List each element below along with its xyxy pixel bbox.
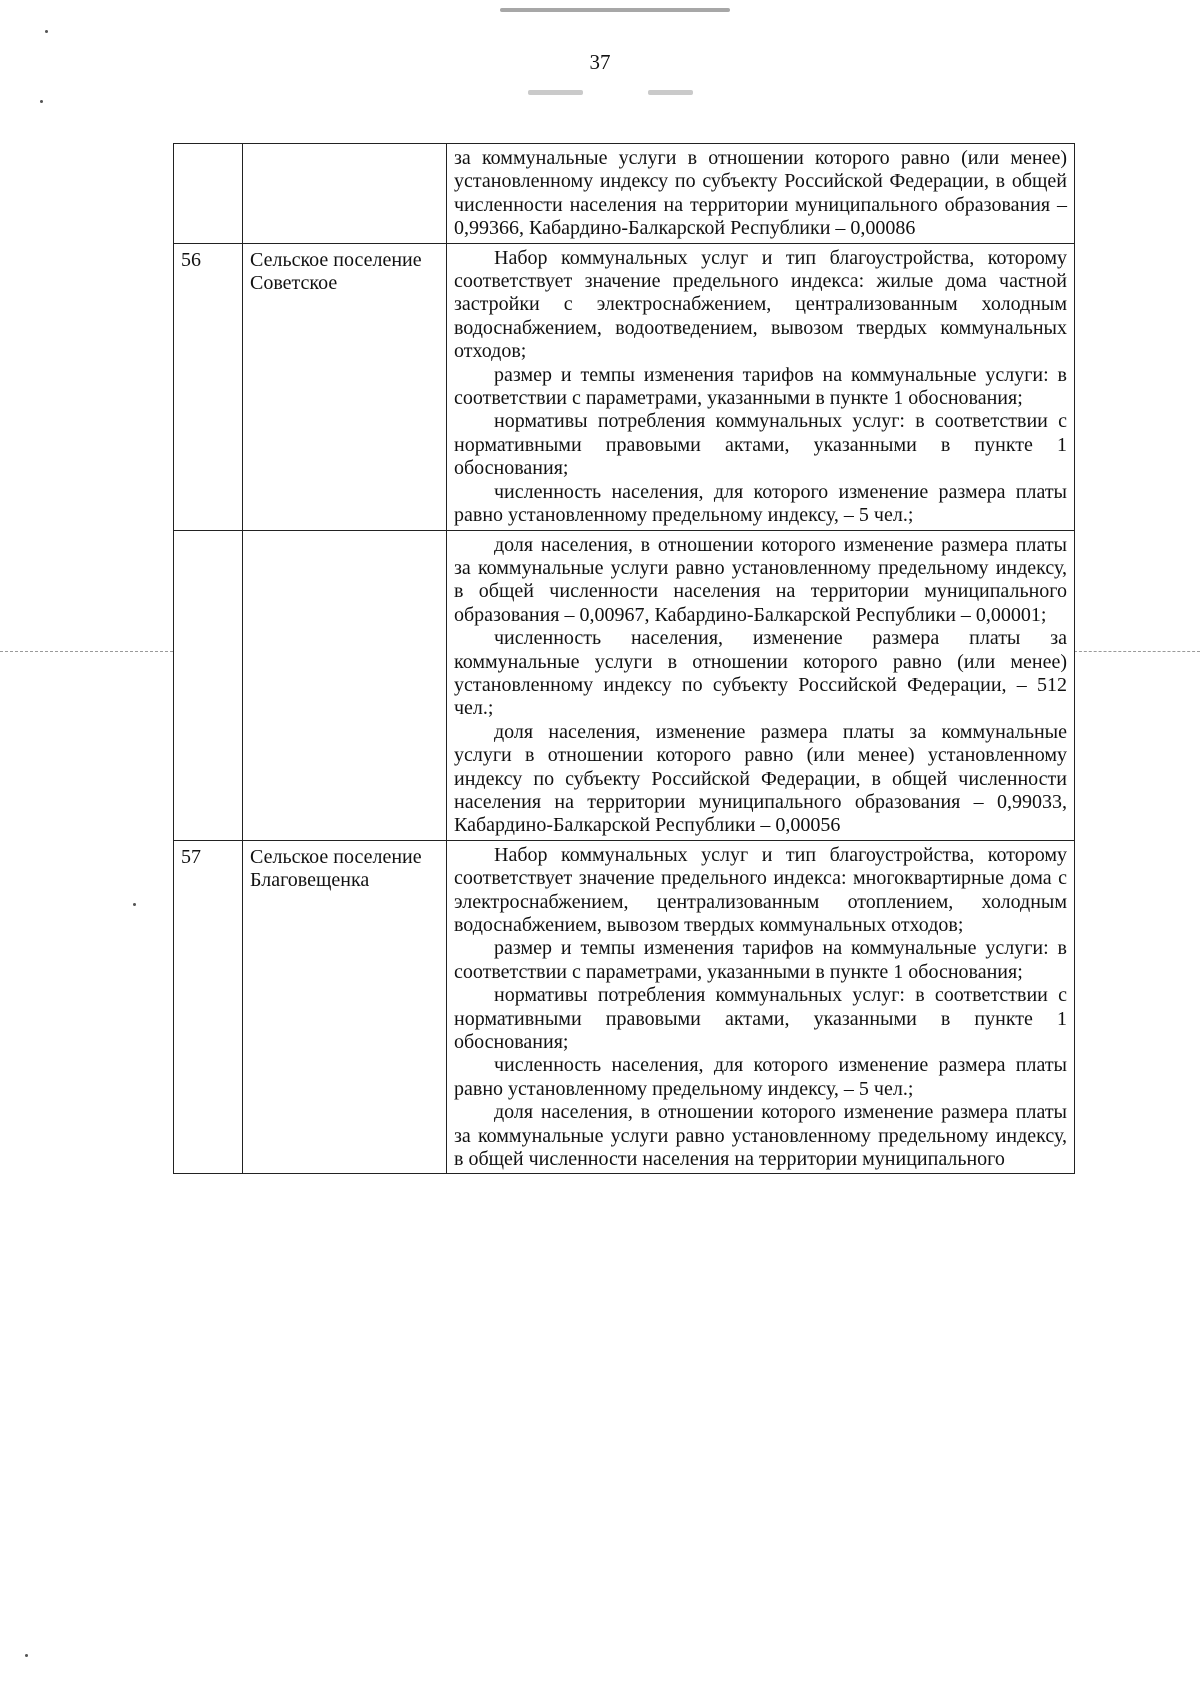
settlement-name-cell xyxy=(243,144,447,244)
table-row xyxy=(174,530,1075,840)
description-paragraph: размер и темпы изменения тарифов на коммунальные услуги: в соответствии с параметрами, указанными в пункте 1 обоснования; xyxy=(454,363,1067,410)
settlement-name-cell: Сельское поселение Благовещенка xyxy=(243,840,447,1174)
description-paragraph: Набор коммунальных услуг и тип благоустройства, которому соответствует значение предельного индекса: многоквартирные дома с электроснабжением, централизованным отоплением, холодным водоснабжением, вывозом твердых коммунальных отходов; xyxy=(454,843,1067,936)
description-paragraph: нормативы потребления коммунальных услуг: в соответствии с нормативными правовыми актами, указанными в пункте 1 обоснования; xyxy=(454,410,1067,480)
description-paragraph: доля населения, в отношении которого изменение размера платы за коммунальные услуги равно установленному предельному индексу, в общей численности населения на территории муниципального xyxy=(454,1101,1067,1171)
scan-speck xyxy=(25,1654,28,1657)
table-row xyxy=(174,144,1075,244)
description-cell xyxy=(447,530,1075,840)
settlement-name-cell xyxy=(243,530,447,840)
description-paragraph: за коммунальные услуги в отношении которого равно (или менее) установленному индексу по субъекту Российской Федерации, в общей численности населения на территории муниципального образования – 0,99366, Кабардино-Балкарской Республики – 0,00086 xyxy=(454,147,1067,240)
description-cell xyxy=(447,243,1075,530)
description-paragraph: численность населения, для которого изменение размера платы равно установленному предельному индексу, – 5 чел.; xyxy=(454,1054,1067,1100)
description-paragraph: численность населения, изменение размера платы за коммунальные услуги в отношении которого равно (или менее) установленному индексу по субъекту Российской Федерации, – 512 чел.; xyxy=(454,627,1067,720)
page-number: 37 xyxy=(589,50,611,74)
scan-speck xyxy=(45,30,48,33)
scan-artifact-mark-left xyxy=(528,90,583,95)
scan-artifact-mark-right xyxy=(648,90,693,95)
description-paragraph: размер и темпы изменения тарифов на коммунальные услуги: в соответствии с параметрами, указанными в пункте 1 обоснования; xyxy=(454,937,1067,983)
table-body xyxy=(174,144,1075,1174)
scan-speck xyxy=(133,903,136,906)
scan-fold-line-right xyxy=(1074,651,1200,652)
description-paragraph: нормативы потребления коммунальных услуг: в соответствии с нормативными правовыми актами, указанными в пункте 1 обоснования; xyxy=(454,984,1067,1054)
row-number-cell xyxy=(174,530,243,840)
table-row xyxy=(174,243,1075,530)
scan-fold-line-left xyxy=(0,651,173,652)
municipal-index-table xyxy=(173,143,1075,1174)
description-paragraph: доля населения, изменение размера платы за коммунальные услуги в отношении которого равно (или менее) установленному индексу по субъекту Российской Федерации, в общей численности населения на территории муниципального образования – 0,99033, Кабардино-Балкарской Республики – 0,00056 xyxy=(454,720,1067,837)
table-row xyxy=(174,840,1075,1174)
row-number-cell xyxy=(174,144,243,244)
scan-speck xyxy=(40,100,43,103)
description-paragraph: численность населения, для которого изменение размера платы равно установленному предельному индексу, – 5 чел.; xyxy=(454,480,1067,527)
scan-artifact-top xyxy=(500,8,730,12)
row-number-cell: 56 xyxy=(174,243,243,530)
row-number-cell: 57 xyxy=(174,840,243,1174)
description-paragraph: Набор коммунальных услуг и тип благоустройства, которому соответствует значение предельного индекса: жилые дома частной застройки с электроснабжением, централизованным холодным водоснабжением, водоотведением, вывозом твердых коммунальных отходов; xyxy=(454,246,1067,363)
description-paragraph: доля населения, в отношении которого изменение размера платы за коммунальные услуги равно установленному предельному индексу, в общей численности населения на территории муниципального образования – 0,00967, Кабардино-Балкарской Республики – 0,00001; xyxy=(454,533,1067,626)
settlement-name-cell: Сельское поселение Советское xyxy=(243,243,447,530)
description-cell xyxy=(447,840,1075,1174)
description-cell xyxy=(447,144,1075,244)
